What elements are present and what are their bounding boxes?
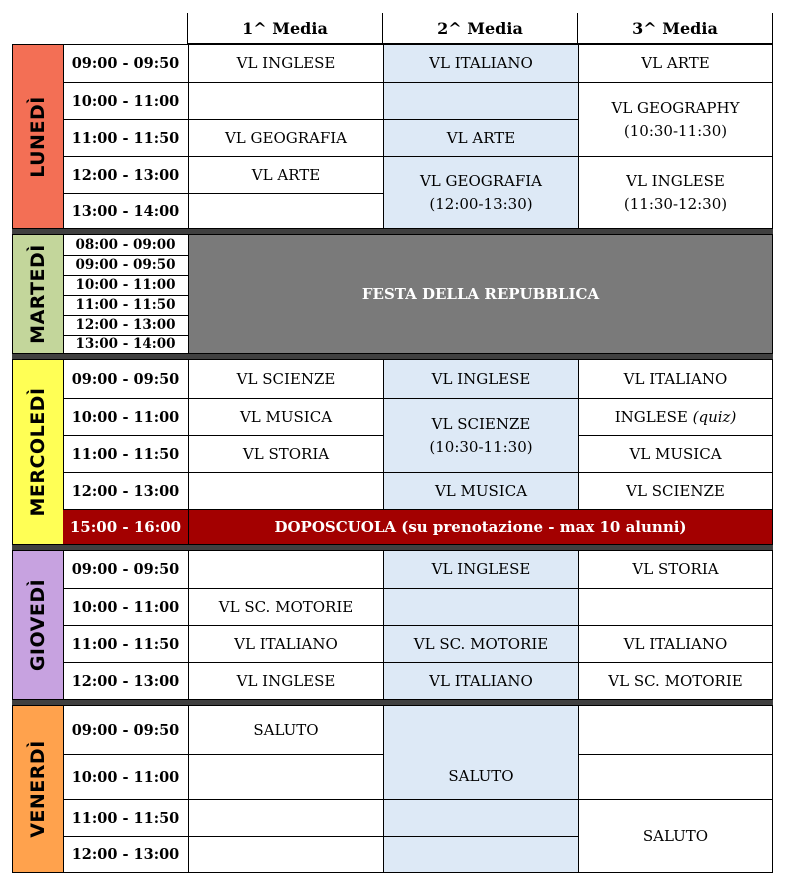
- lesson-cell: VL MUSICA: [188, 398, 383, 435]
- time-slot: 11:00 - 11:50: [63, 625, 188, 662]
- time-slot: 09:00 - 09:50: [63, 255, 188, 275]
- lesson-cell: VL INGLESE (11:30-12:30): [578, 156, 772, 228]
- lesson-cell: [188, 82, 383, 119]
- lesson-cell: VL SC. MOTORIE: [188, 588, 383, 625]
- time-slot: 13:00 - 14:00: [63, 193, 188, 228]
- time-slot: 09:00 - 09:50: [71, 721, 180, 739]
- time-slot: 10:00 - 11:00: [63, 275, 188, 295]
- time-slot: 12:00 - 13:00: [63, 472, 188, 509]
- holiday-banner: FESTA DELLA REPUBBLICA: [188, 235, 772, 353]
- day-label-martedi: MARTEDÌ: [13, 235, 64, 353]
- lesson-cell: VL INGLESE: [383, 551, 578, 588]
- time-slot: 09:00 - 09:50: [71, 561, 180, 578]
- lesson-cell: VL STORIA: [578, 551, 772, 588]
- day-block-giovedi: [12, 550, 773, 700]
- time-slot: 10:00 - 11:00: [63, 754, 188, 799]
- lesson-cell: VL STORIA: [188, 435, 383, 472]
- time-slot: 11:00 - 11:50: [63, 799, 188, 836]
- lesson-cell: [188, 551, 383, 588]
- time-slot: 09:00 - 09:50: [71, 55, 180, 72]
- lesson-cell: VL GEOGRAFIA: [188, 119, 383, 156]
- lesson-cell: VL ARTE: [383, 119, 578, 156]
- time-slot: 11:00 - 11:50: [63, 119, 188, 156]
- time-slot: 10:00 - 11:00: [63, 588, 188, 625]
- lesson-cell: [188, 836, 383, 872]
- header-1-media: 1^ Media: [242, 19, 328, 38]
- lesson-cell: VL ITALIANO: [578, 360, 772, 398]
- time-slot: 12:00 - 13:00: [63, 836, 188, 872]
- lesson-cell: VL MUSICA: [383, 472, 578, 509]
- lesson-cell: VL ITALIANO: [578, 625, 772, 662]
- lesson-cell: VL MUSICA: [578, 435, 772, 472]
- lesson-cell: [383, 588, 578, 625]
- lesson-cell: VL GEOGRAFIA (12:00-13:30): [383, 156, 578, 228]
- lesson-cell: VL INGLESE: [383, 360, 578, 398]
- time-slot: 11:00 - 11:50: [63, 435, 188, 472]
- time-slot: 12:00 - 13:00: [63, 315, 188, 335]
- lesson-cell: VL ITALIANO: [383, 45, 578, 82]
- day-label-venerdi: VENERDÌ: [13, 706, 64, 872]
- lesson-cell: [383, 82, 578, 119]
- lesson-cell: [188, 754, 383, 799]
- time-slot: 11:00 - 11:50: [63, 295, 188, 315]
- lesson-cell: [188, 799, 383, 836]
- lesson-cell: VL SCIENZE (10:30-11:30): [383, 398, 578, 472]
- header-3-media: 3^ Media: [632, 19, 718, 38]
- lesson-cell: [578, 588, 772, 625]
- day-block-martedi: [12, 234, 773, 354]
- lesson-cell: VL GEOGRAPHY (10:30-11:30): [578, 82, 772, 156]
- lesson-cell: SALUTO: [578, 799, 772, 872]
- lesson-cell: VL ITALIANO: [383, 662, 578, 699]
- lesson-cell: VL INGLESE: [188, 45, 383, 82]
- time-slot: 12:00 - 13:00: [63, 662, 188, 699]
- lesson-cell: INGLESE (quiz): [578, 398, 772, 435]
- lesson-cell: VL ITALIANO: [188, 625, 383, 662]
- lesson-cell: VL SC. MOTORIE: [578, 662, 772, 699]
- lesson-cell: VL SCIENZE: [578, 472, 772, 509]
- time-slot: 13:00 - 14:00: [63, 335, 188, 353]
- lesson-cell: [383, 836, 578, 872]
- time-slot: 09:00 - 09:50: [71, 370, 180, 388]
- day-label-giovedi: GIOVEDÌ: [13, 551, 64, 699]
- lesson-cell: VL ARTE: [578, 45, 772, 82]
- time-slot: 15:00 - 16:00: [63, 509, 188, 544]
- header-2-media: 2^ Media: [437, 19, 523, 38]
- day-block-mercoledi: [12, 359, 773, 545]
- day-block-lunedi: [12, 44, 773, 229]
- lesson-cell: [188, 472, 383, 509]
- day-label-lunedi: LUNEDÌ: [13, 45, 64, 228]
- lesson-cell: VL SC. MOTORIE: [383, 625, 578, 662]
- lesson-cell: [188, 193, 383, 228]
- time-slot: 10:00 - 11:00: [63, 82, 188, 119]
- lesson-cell: SALUTO: [383, 706, 578, 799]
- time-slot: 10:00 - 11:00: [63, 398, 188, 435]
- day-label-mercoledi: MERCOLEDÌ: [13, 360, 64, 544]
- lesson-cell: VL SCIENZE: [188, 360, 383, 398]
- lesson-cell: VL INGLESE: [188, 662, 383, 699]
- header-divider: [772, 13, 773, 44]
- time-slot: 08:00 - 09:00: [75, 236, 176, 253]
- lesson-cell: [578, 706, 772, 754]
- lesson-cell: [578, 754, 772, 799]
- day-block-venerdi: [12, 705, 773, 873]
- lesson-cell: VL ARTE: [188, 156, 383, 193]
- lesson-cell: [383, 799, 578, 836]
- doposcuola-banner: DOPOSCUOLA (su prenotazione - max 10 alunni): [188, 509, 772, 544]
- time-slot: 12:00 - 13:00: [63, 156, 188, 193]
- lesson-cell: SALUTO: [188, 706, 383, 754]
